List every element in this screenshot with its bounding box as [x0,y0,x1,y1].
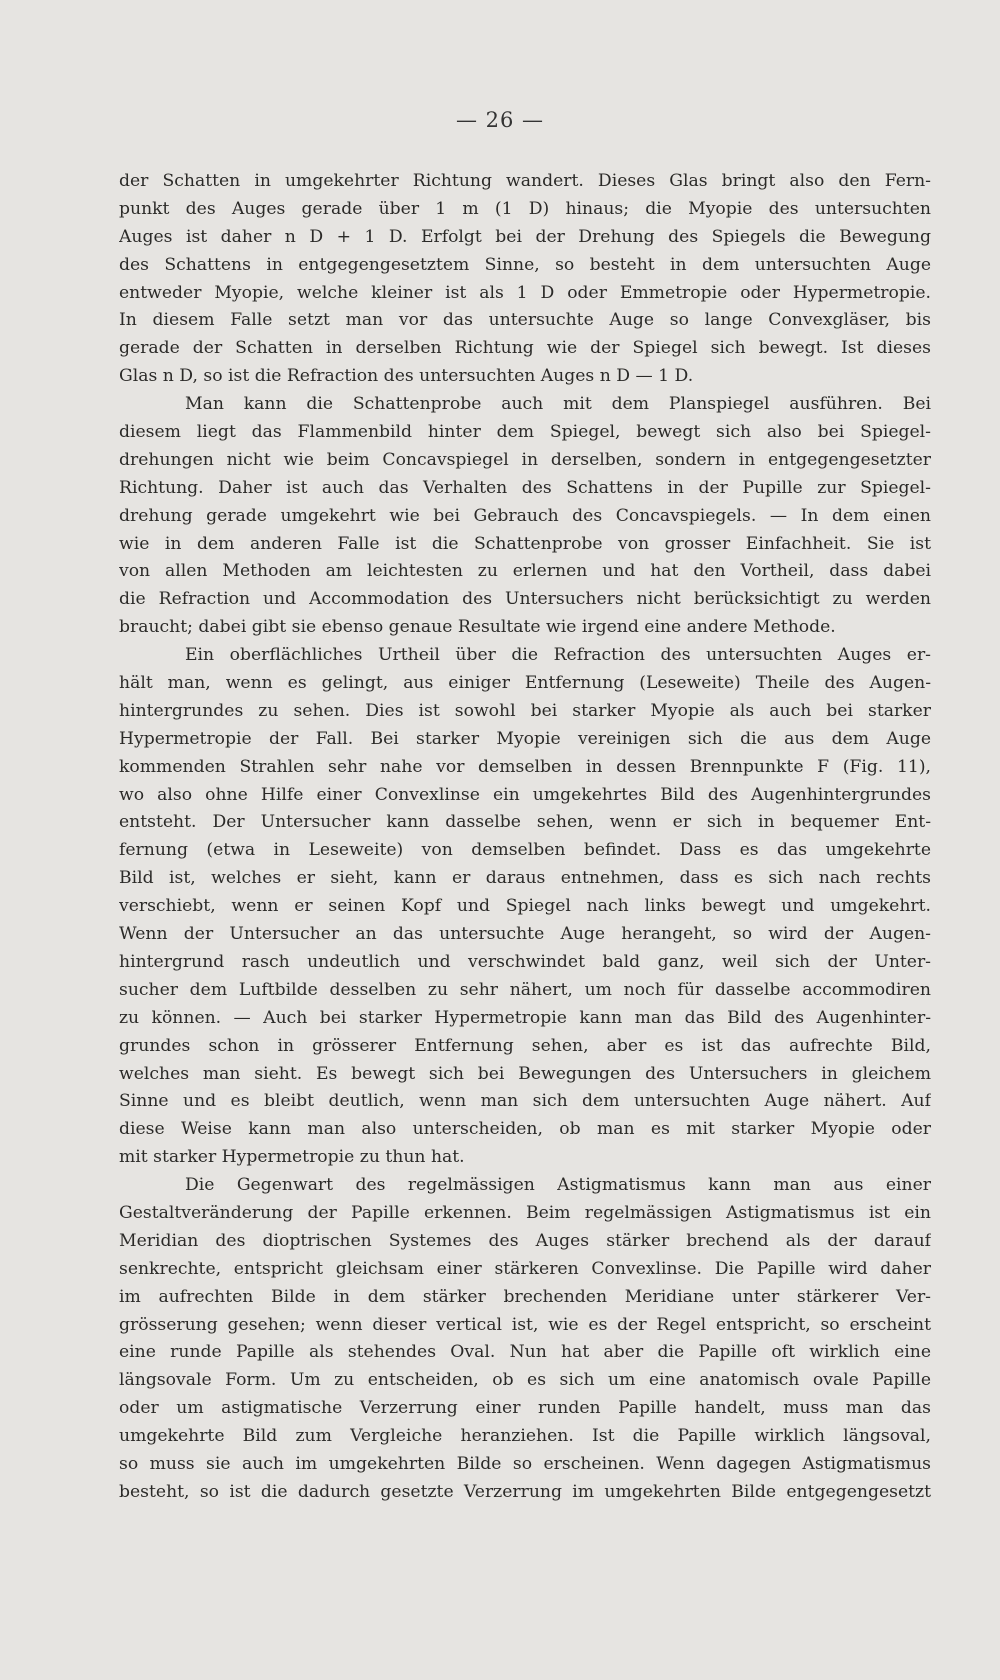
text-line: Sinne und es bleibt deutlich, wenn man sich dem untersuchten Auge nähert. Auf [119,1091,931,1112]
text-line: Auges ist daher n D + 1 D. Erfolgt bei der Drehung des Spiegels die Bewegung [119,226,931,247]
text-line: entsteht. Der Untersucher kann dasselbe sehen, wenn er sich in bequemer Ent- [119,812,931,833]
text-line: Wenn der Untersucher an das untersuchte Auge herangeht, so wird der Augen- [119,924,931,945]
text-line: kommenden Strahlen sehr nahe vor demselben in dessen Brennpunkte F (Fig. 11), [119,756,931,777]
text-line: wie in dem anderen Falle ist die Schattenprobe von grosser Einfachheit. Sie ist [119,533,931,554]
text-line: hält man, wenn es gelingt, aus einiger Entfernung (Leseweite) Theile des Augen- [119,673,931,694]
text-line: besteht, so ist die dadurch gesetzte Verzerrung im umgekehrten Bilde entgegengesetzt [119,1481,931,1502]
text-line: Gestaltveränderung der Papille erkennen. Beim regelmässigen Astigmatismus ist ein [119,1202,931,1223]
text-line: Richtung. Daher ist auch das Verhalten des Schattens in der Pupille zur Spiegel- [119,477,931,498]
text-line: verschiebt, wenn er seinen Kopf und Spiegel nach links bewegt und umgekehrt. [119,896,931,917]
text-line: im aufrechten Bilde in dem stärker brechenden Meridiane unter stärkerer Ver- [119,1286,931,1307]
text-line: des Schattens in entgegengesetztem Sinne, so besteht in dem untersuchten Auge [119,254,931,275]
text-line: zu können. — Auch bei starker Hypermetropie kann man das Bild des Augenhinter- [119,1007,931,1028]
text-line: Glas n D, so ist die Refraction des untersuchten Auges n D — 1 D. [119,366,694,387]
text-line: oder um astigmatische Verzerrung einer runden Papille handelt, muss man das [119,1398,931,1419]
text-line: gerade der Schatten in derselben Richtung wie der Spiegel sich bewegt. Ist dieses [119,338,931,359]
page-number: — 26 — [455,108,545,132]
text-line: eine runde Papille als stehendes Oval. Nun hat aber die Papille oft wirklich eine [119,1342,931,1363]
text-line: grundes schon in grösserer Entfernung sehen, aber es ist das aufrechte Bild, [119,1035,931,1056]
text-line: hintergrundes zu sehen. Dies ist sowohl bei starker Myopie als auch bei starker [119,700,931,721]
text-line: Man kann die Schattenprobe auch mit dem Planspiegel ausführen. Bei [185,394,931,415]
text-line: Hypermetropie der Fall. Bei starker Myopie vereinigen sich die aus dem Auge [119,728,931,749]
text-line: diese Weise kann man also unterscheiden, ob man es mit starker Myopie oder [119,1119,931,1140]
text-line: diesem liegt das Flammenbild hinter dem Spiegel, bewegt sich also bei Spiegel- [119,422,931,443]
text-line: so muss sie auch im umgekehrten Bilde so erscheinen. Wenn dagegen Astigmatismus [119,1453,931,1474]
text-line: mit starker Hypermetropie zu thun hat. [119,1147,465,1168]
text-line: fernung (etwa in Leseweite) von demselben befindet. Dass es das umgekehrte [119,840,931,861]
text-line: hintergrund rasch undeutlich und verschwindet bald ganz, weil sich der Unter- [119,951,931,972]
text-line: punkt des Auges gerade über 1 m (1 D) hinaus; die Myopie des untersuchten [119,198,931,219]
body-text [119,168,931,1507]
text-line: senkrechte, entspricht gleichsam einer stärkeren Convexlinse. Die Papille wird daher [119,1258,931,1279]
text-line: die Refraction und Accommodation des Untersuchers nicht berücksichtigt zu werden [119,589,931,610]
text-line: braucht; dabei gibt sie ebenso genaue Resultate wie irgend eine andere Methode. [119,617,836,638]
text-line: Ein oberflächliches Urtheil über die Refraction des untersuchten Auges er- [185,645,931,666]
text-line: entweder Myopie, welche kleiner ist als 1 D oder Emmetropie oder Hypermetropie. [119,282,931,303]
text-line: drehung gerade umgekehrt wie bei Gebrauch des Concavspiegels. — In dem einen [119,505,931,526]
text-line: grösserung gesehen; wenn dieser vertical ist, wie es der Regel entspricht, so erscheint [119,1314,931,1335]
text-line: In diesem Falle setzt man vor das untersuchte Auge so lange Convexgläser, bis [119,310,931,331]
text-line: sucher dem Luftbilde desselben zu sehr nähert, um noch für dasselbe accommodiren [119,979,931,1000]
text-line: umgekehrte Bild zum Vergleiche heranziehen. Ist die Papille wirklich längsoval, [119,1426,931,1447]
text-line: welches man sieht. Es bewegt sich bei Bewegungen des Untersuchers in gleichem [119,1063,931,1084]
text-line: wo also ohne Hilfe einer Convexlinse ein umgekehrtes Bild des Augenhintergrundes [119,784,931,805]
text-line: von allen Methoden am leichtesten zu erlernen und hat den Vortheil, dass dabei [119,561,931,582]
text-line: Meridian des dioptrischen Systemes des Auges stärker brechend als der darauf [119,1230,931,1251]
text-line: der Schatten in umgekehrter Richtung wandert. Dieses Glas bringt also den Fern- [119,171,931,191]
text-line: Bild ist, welches er sieht, kann er daraus entnehmen, dass es sich nach rechts [119,868,931,889]
text-line: Die Gegenwart des regelmässigen Astigmatismus kann man aus einer [185,1175,931,1196]
text-line: drehungen nicht wie beim Concavspiegel in derselben, sondern in entgegengesetzter [119,449,931,470]
text-line: längsovale Form. Um zu entscheiden, ob es sich um eine anatomisch ovale Papille [119,1370,931,1391]
